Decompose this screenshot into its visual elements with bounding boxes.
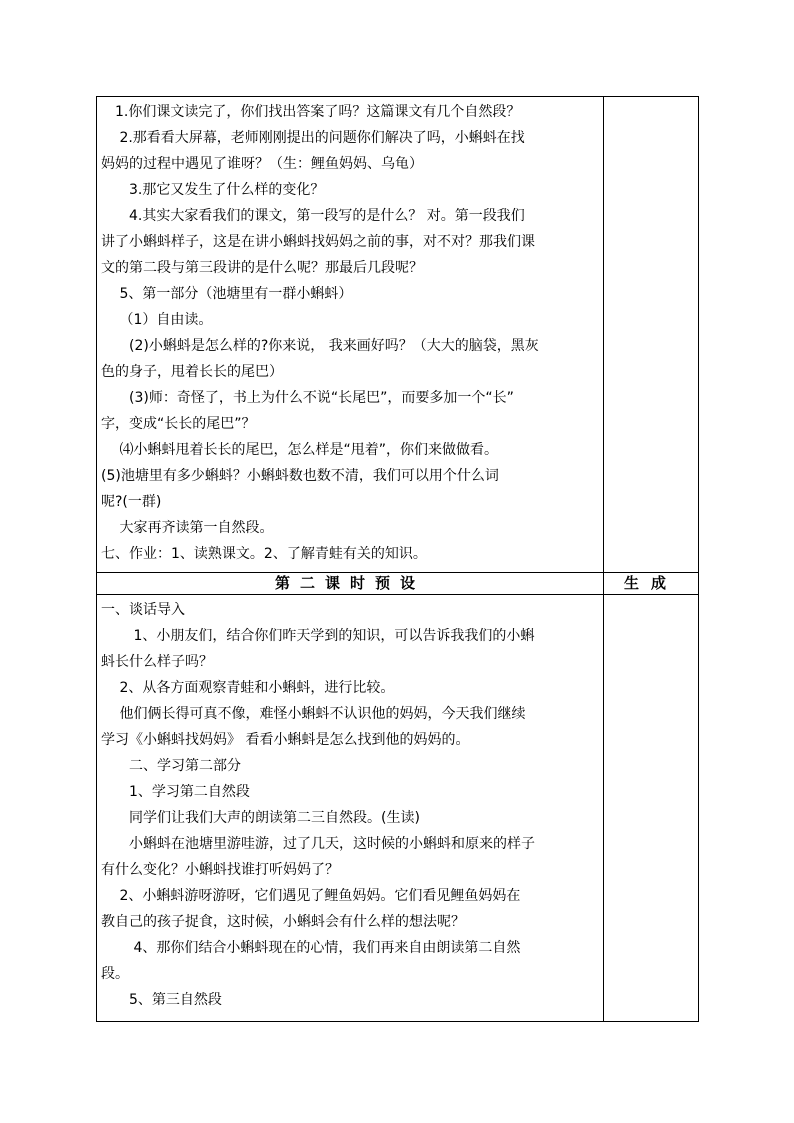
text-line: (2)小蝌蚪是怎么样的?你来说， 我来画好吗？（大大的脑袋，黑灰	[101, 338, 539, 354]
text-line: 2.那看看大屏幕，老师刚刚提出的问题你们解决了吗，小蝌蚪在找	[101, 130, 525, 146]
column-divider	[603, 97, 604, 1021]
text-line: 学习《小蝌蚪找妈妈》 看看小蝌蚪是怎么找到他的妈妈的。	[101, 732, 470, 748]
generation-column-header: 生成	[623, 574, 678, 592]
text-line: 蚪长什么样子吗？	[101, 654, 213, 670]
text-line: 他们俩长得可真不像，难怪小蝌蚪不认识他的妈妈，今天我们继续	[101, 706, 526, 722]
text-line: (3)师：奇怪了，书上为什么不说“长尾巴”，而要多加一个“长”	[101, 390, 514, 406]
text-line: 教自己的孩子捉食，这时候，小蝌蚪会有什么样的想法呢？	[101, 914, 465, 930]
text-line: 5、第一部分（池塘里有一群小蝌蚪）	[101, 286, 353, 302]
text-line: 一、谈话导入	[101, 602, 185, 618]
text-line: 七、作业：1、读熟课文。2、了解青蛙有关的知识。	[101, 546, 427, 562]
text-line: 文的第二段与第三段讲的是什么呢？那最后几段呢？	[101, 260, 423, 276]
text-line: 1、小朋友们，结合你们昨天学到的知识，可以告诉我我们的小蝌	[101, 628, 535, 644]
first-lesson-content	[101, 99, 601, 567]
second-lesson-header: 第二课时预设	[274, 574, 425, 592]
lesson-plan-table	[96, 96, 699, 1022]
second-lesson-content	[101, 597, 601, 1013]
text-line: （1）自由读。	[101, 312, 213, 328]
text-line: 字，变成“长长的尾巴”？	[101, 416, 256, 432]
text-line: 4.其实大家看我们的课文，第一段写的是什么？ 对。第一段我们	[101, 208, 525, 224]
text-line: 1、学习第二自然段	[101, 784, 250, 800]
text-line: 二、学习第二部分	[101, 758, 241, 774]
text-line: 1.你们课文读完了，你们找出答案了吗？这篇课文有几个自然段？	[101, 104, 521, 120]
text-line: 段。	[101, 966, 129, 982]
text-line: 妈妈的过程中遇见了谁呀？（生：鲤鱼妈妈、乌龟）	[101, 156, 423, 172]
text-line: 2、从各方面观察青蛙和小蝌蚪，进行比较。	[101, 680, 395, 696]
text-line: (5)池塘里有多少蝌蚪？小蝌蚪数也数不清，我们可以用个什么词	[101, 468, 499, 484]
text-line: 讲了小蝌蚪样子，这是在讲小蝌蚪找妈妈之前的事，对不对？那我们课	[101, 234, 535, 250]
row-divider-bottom	[97, 594, 698, 595]
text-line: 同学们让我们大声的朗读第二三自然段。(生读)	[101, 810, 420, 826]
text-line: 有什么变化？小蝌蚪找谁打听妈妈了？	[101, 862, 339, 878]
text-line: 小蝌蚪在池塘里游哇游，过了几天，这时候的小蝌蚪和原来的样子	[101, 836, 535, 852]
text-line: 呢?(一群)	[101, 494, 162, 510]
text-line: ⑷小蝌蚪甩着长长的尾巴，怎么样是“甩着”，你们来做做看。	[101, 442, 498, 458]
text-line: 色的身子，甩着长长的尾巴）	[101, 364, 283, 380]
text-line: 4、那你们结合小蝌蚪现在的心情，我们再来自由朗读第二自然	[101, 940, 521, 956]
text-line: 5、第三自然段	[101, 992, 222, 1008]
text-line: 大家再齐读第一自然段。	[101, 520, 274, 536]
text-line: 2、小蝌蚪游呀游呀，它们遇见了鲤鱼妈妈。它们看见鲤鱼妈妈在	[101, 888, 521, 904]
text-line: 3.那它又发生了什么样的变化？	[101, 182, 325, 198]
